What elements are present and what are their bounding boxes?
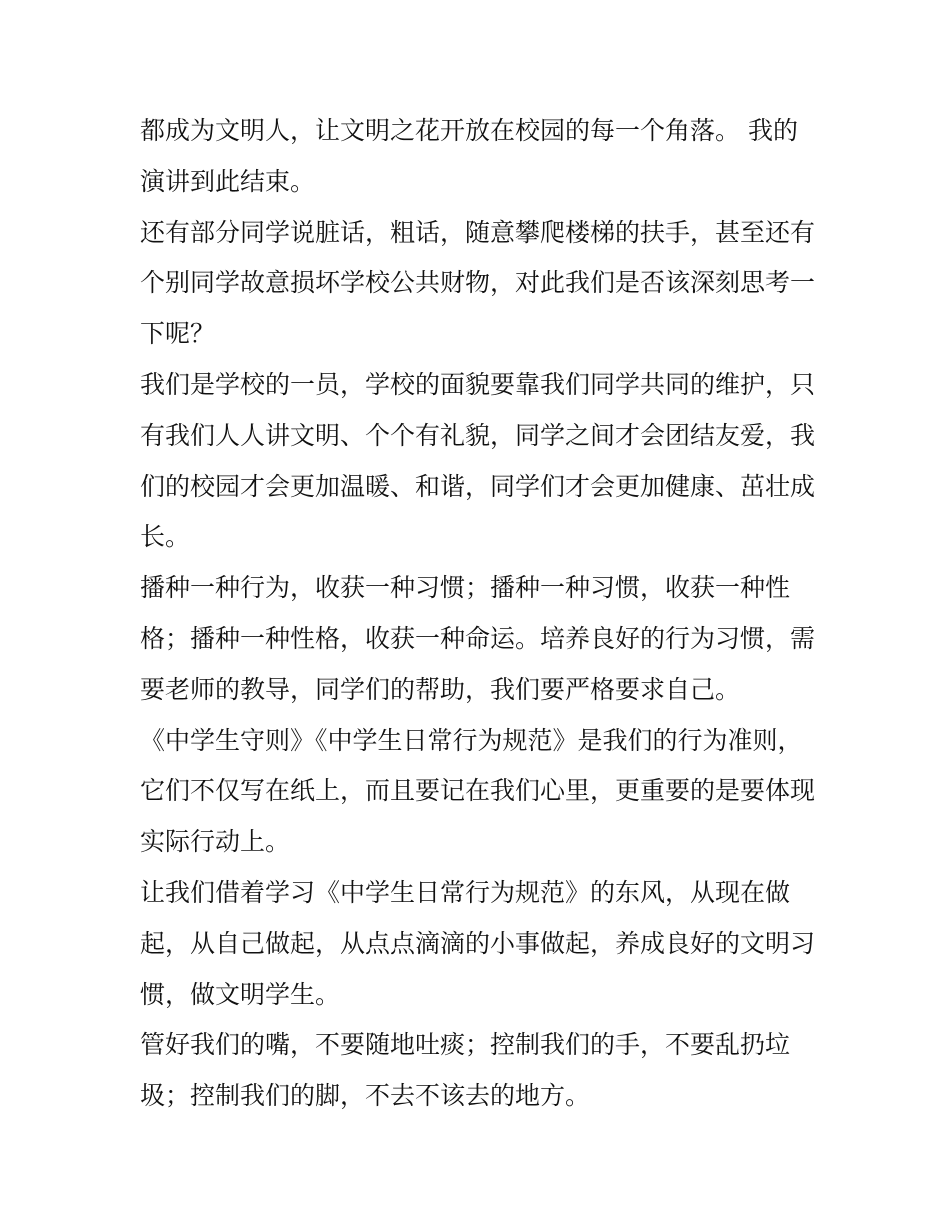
paragraph-4: 播种一种行为，收获一种习惯；播种一种习惯，收获一种性格；播种一种性格，收获一种命运。培养良好的行为习惯，需要老师的教导，同学们的帮助，我们要严格要求自己。 (140, 573, 816, 704)
paragraph-2: 还有部分同学说脏话，粗话，随意攀爬楼梯的扶手，甚至还有个别同学故意损坏学校公共财物，对此我们是否该深刻思考一下呢？ (140, 217, 816, 349)
paragraph-7: 管好我们的嘴，不要随地吐痰；控制我们的手，不要乱扔垃圾；控制我们的脚，不去不该去的地方。 (140, 1030, 791, 1111)
document-body (140, 106, 816, 1122)
paragraph-3: 我们是学校的一员，学校的面貌要靠我们同学共同的维护，只有我们人人讲文明、个个有礼貌，同学之间才会团结友爱，我们的校园才会更加温暖、和谐，同学们才会更加健康、茁壮成长。 (140, 369, 816, 552)
paragraph-5: 《中学生守则》《中学生日常行为规范》是我们的行为准则，它们不仅写在纸上，而且要记在我们心里，更重要的是要体现实际行动上。 (140, 725, 816, 857)
paragraph-1: 都成为文明人，让文明之花开放在校园的每一个角落。 我的演讲到此结束。 (140, 116, 798, 196)
paragraph-6: 让我们借着学习《中学生日常行为规范》的东风，从现在做起，从自己做起，从点点滴滴的小事做起，养成良好的文明习惯，做文明学生。 (140, 877, 816, 1009)
